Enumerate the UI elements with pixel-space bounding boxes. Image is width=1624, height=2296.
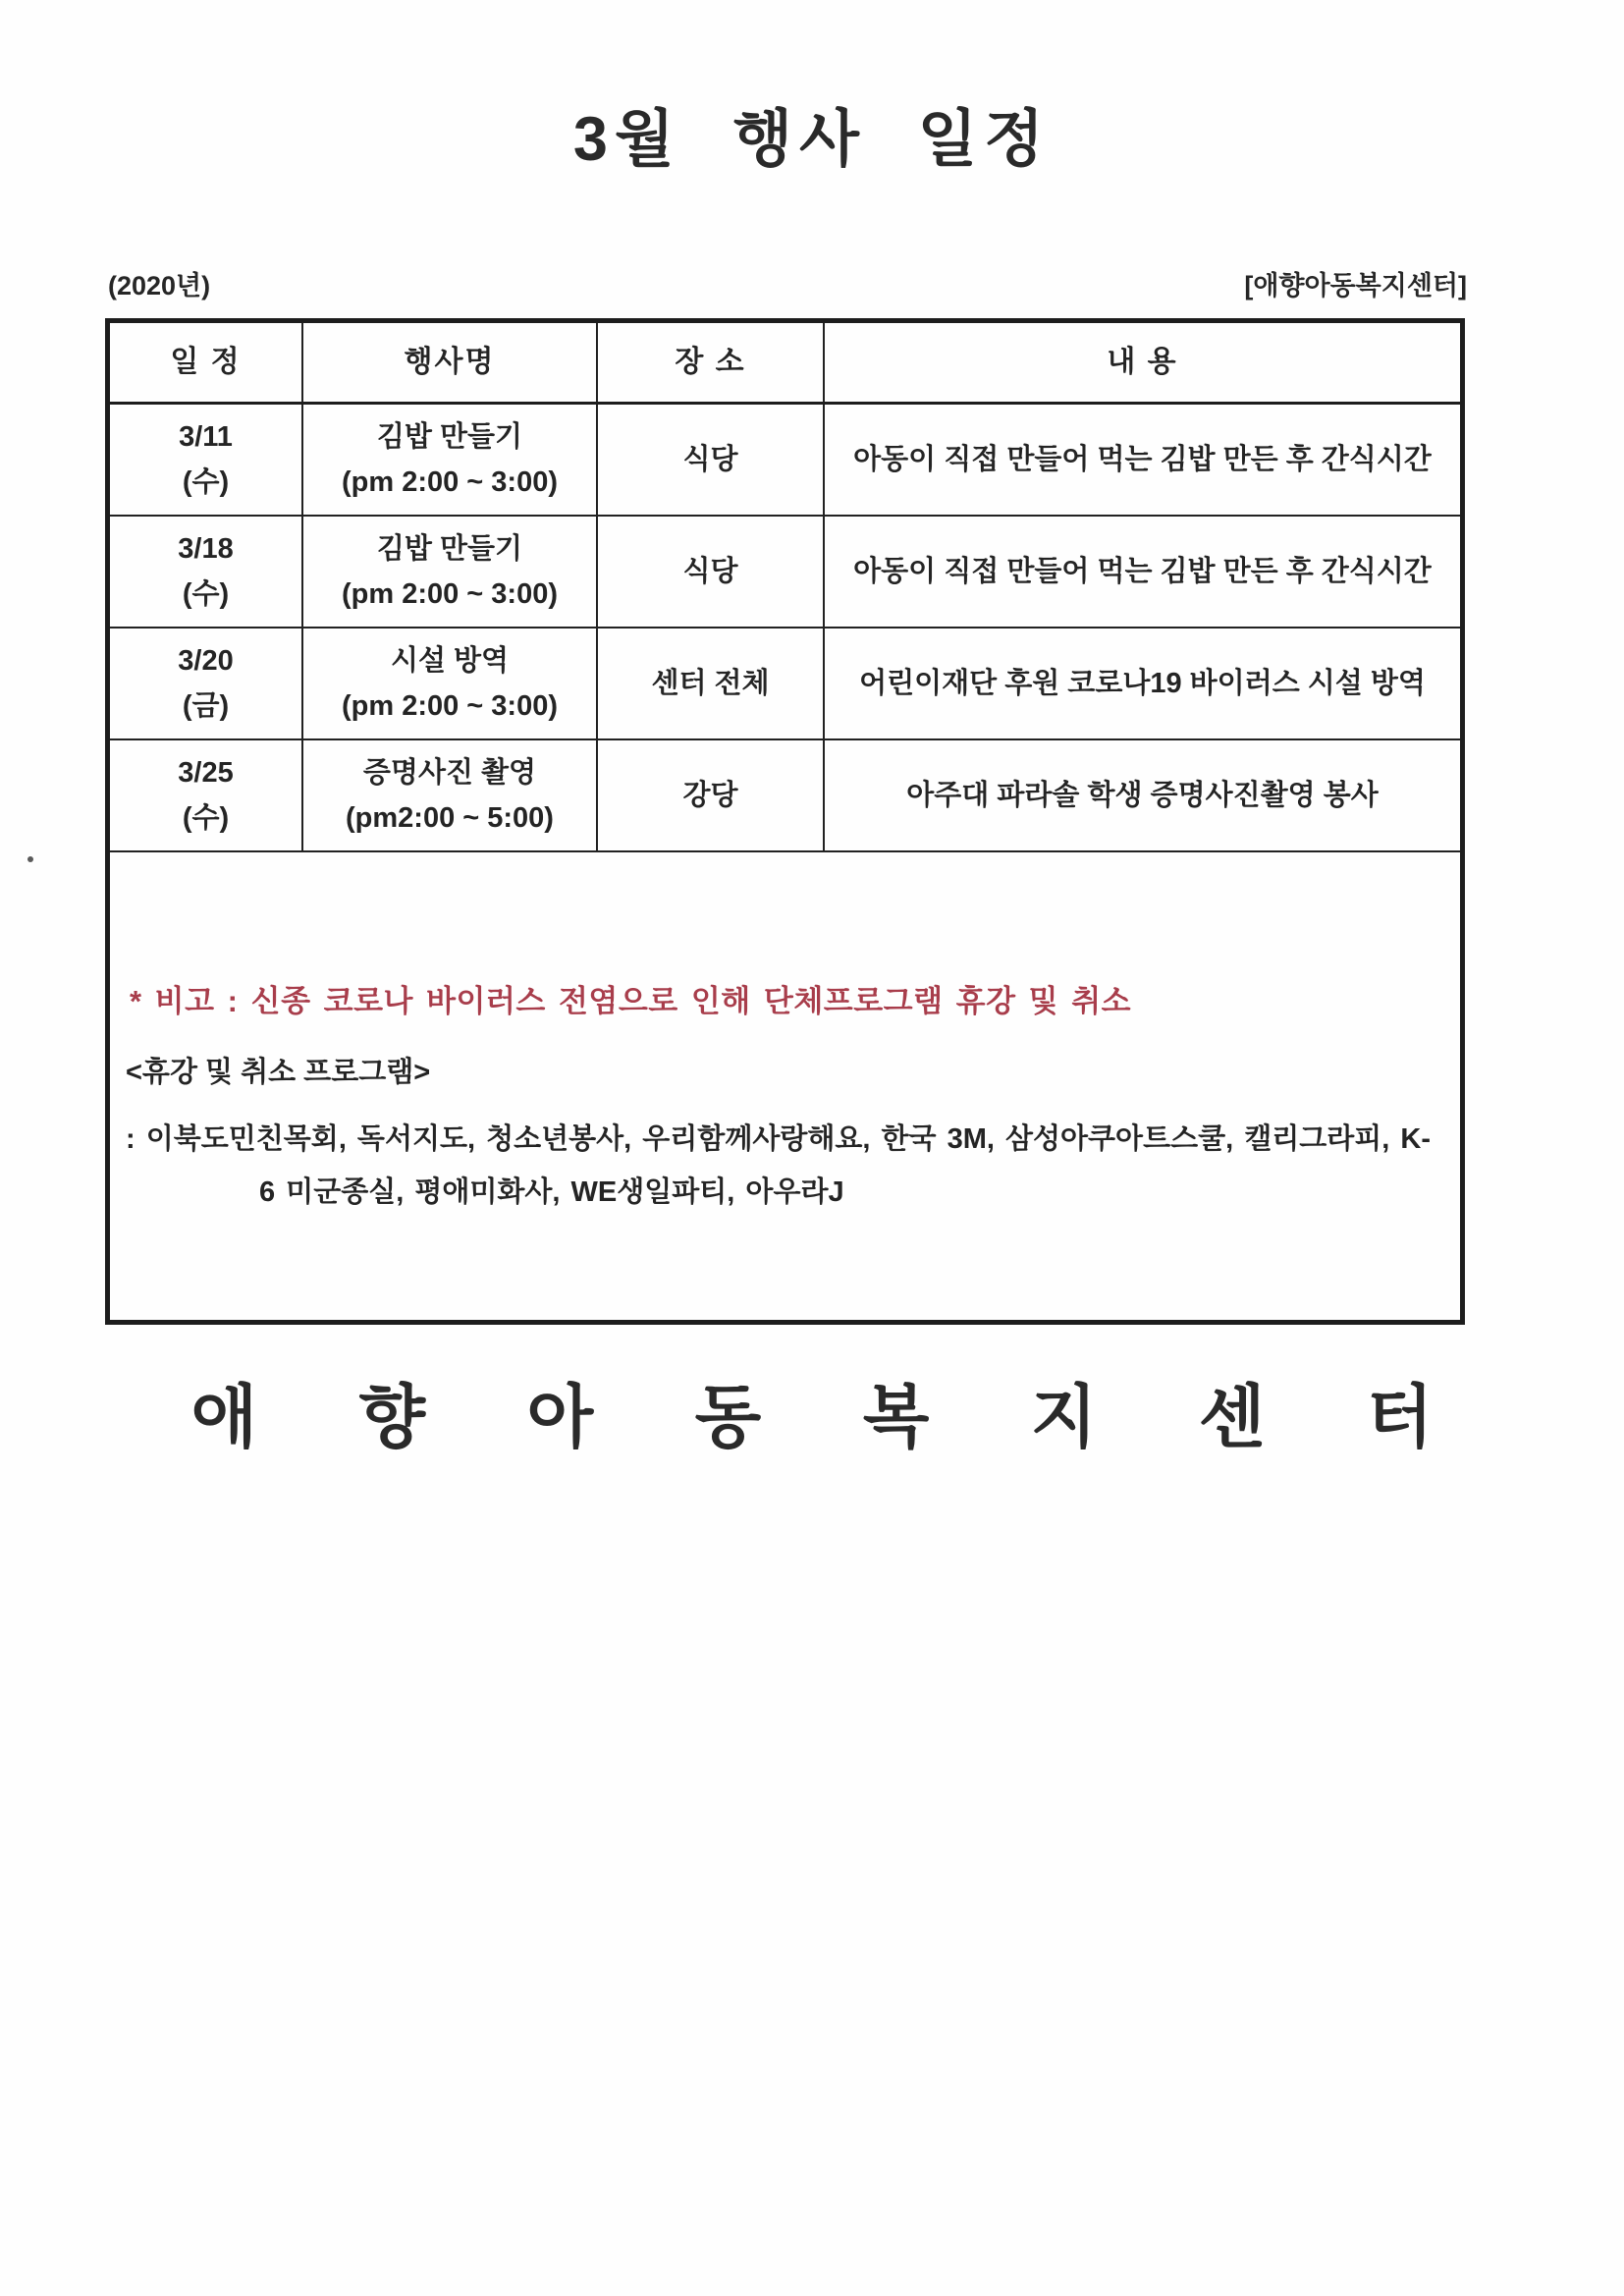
date-value: 3/18 (178, 532, 234, 565)
date-value: 3/20 (178, 644, 234, 677)
cell-detail: 아동이 직접 만들어 먹는 김밥 만든 후 간식시간 (853, 556, 1432, 588)
note-subheading: <휴강 및 취소 프로그램> (126, 1057, 431, 1089)
event-name: 시설 방역 (390, 644, 510, 677)
event-time: (pm2:00 ~ 5:00) (346, 802, 554, 835)
schedule-table (105, 318, 1465, 1325)
event-name: 김밥 만들기 (376, 420, 523, 453)
event-time: (pm 2:00 ~ 3:00) (341, 466, 558, 499)
remark-line: * 비고 : 신종 코로나 바이러스 전염으로 인해 단체프로그램 휴강 및 취소 (130, 984, 1132, 1019)
cell-date (110, 405, 303, 515)
event-time: (pm 2:00 ~ 3:00) (341, 690, 558, 723)
cell-detail: 아동이 직접 만들어 먹는 김밥 만든 후 간식시간 (853, 444, 1432, 476)
table-row (110, 629, 1460, 740)
column-header-event: 행사명 (303, 323, 598, 402)
cell-event (303, 517, 598, 627)
day-value: (수) (182, 802, 230, 835)
meta-row (108, 264, 1467, 302)
date-value: 3/25 (178, 756, 234, 789)
day-value: (수) (182, 466, 230, 499)
cell-place: 강당 (598, 740, 825, 850)
cell-place: 센터 전체 (598, 629, 825, 738)
column-header-date: 일 정 (110, 323, 303, 402)
event-name: 김밥 만들기 (376, 532, 523, 565)
event-name: 증명사진 촬영 (362, 756, 537, 789)
column-header-place: 장 소 (598, 323, 825, 402)
footer-org-title: 애 향 아 동 복 지 센 터 (190, 1379, 1475, 1456)
cell-date (110, 517, 303, 627)
cell-event (303, 405, 598, 515)
table-note-cell (110, 852, 1460, 1320)
page-title: 3월 행사 일정 (572, 105, 1052, 174)
date-value: 3/11 (179, 420, 233, 453)
event-time: (pm 2:00 ~ 3:00) (341, 578, 558, 611)
org-label: [애향아동복지센터] (1244, 271, 1467, 301)
cell-detail: 어린이재단 후원 코로나19 바이러스 시설 방역 (859, 668, 1426, 700)
year-label: (2020년) (108, 271, 211, 301)
cell-place: 식당 (598, 517, 825, 627)
day-value: (수) (182, 578, 230, 611)
column-header-detail: 내 용 (1107, 346, 1178, 379)
table-row (110, 405, 1460, 517)
cell-place: 식당 (598, 405, 825, 515)
cell-event (303, 740, 598, 850)
table-header-row (110, 323, 1460, 405)
day-value: (금) (182, 690, 230, 723)
table-row (110, 517, 1460, 629)
cell-event (303, 629, 598, 738)
cell-date (110, 629, 303, 738)
table-row (110, 740, 1460, 852)
cancelled-programs-list: : 이북도민친목회, 독서지도, 청소년봉사, 우리함께사랑해요, 한국 3M, 삼성아쿠아트스쿨, 캘리그라피, K-6 미군종실, 평애미화사, WE생일파티, 아우라J (126, 1123, 1432, 1208)
cell-date (110, 740, 303, 850)
cell-detail: 아주대 파라솔 학생 증명사진촬영 봉사 (906, 780, 1379, 812)
scan-speck (27, 856, 33, 862)
